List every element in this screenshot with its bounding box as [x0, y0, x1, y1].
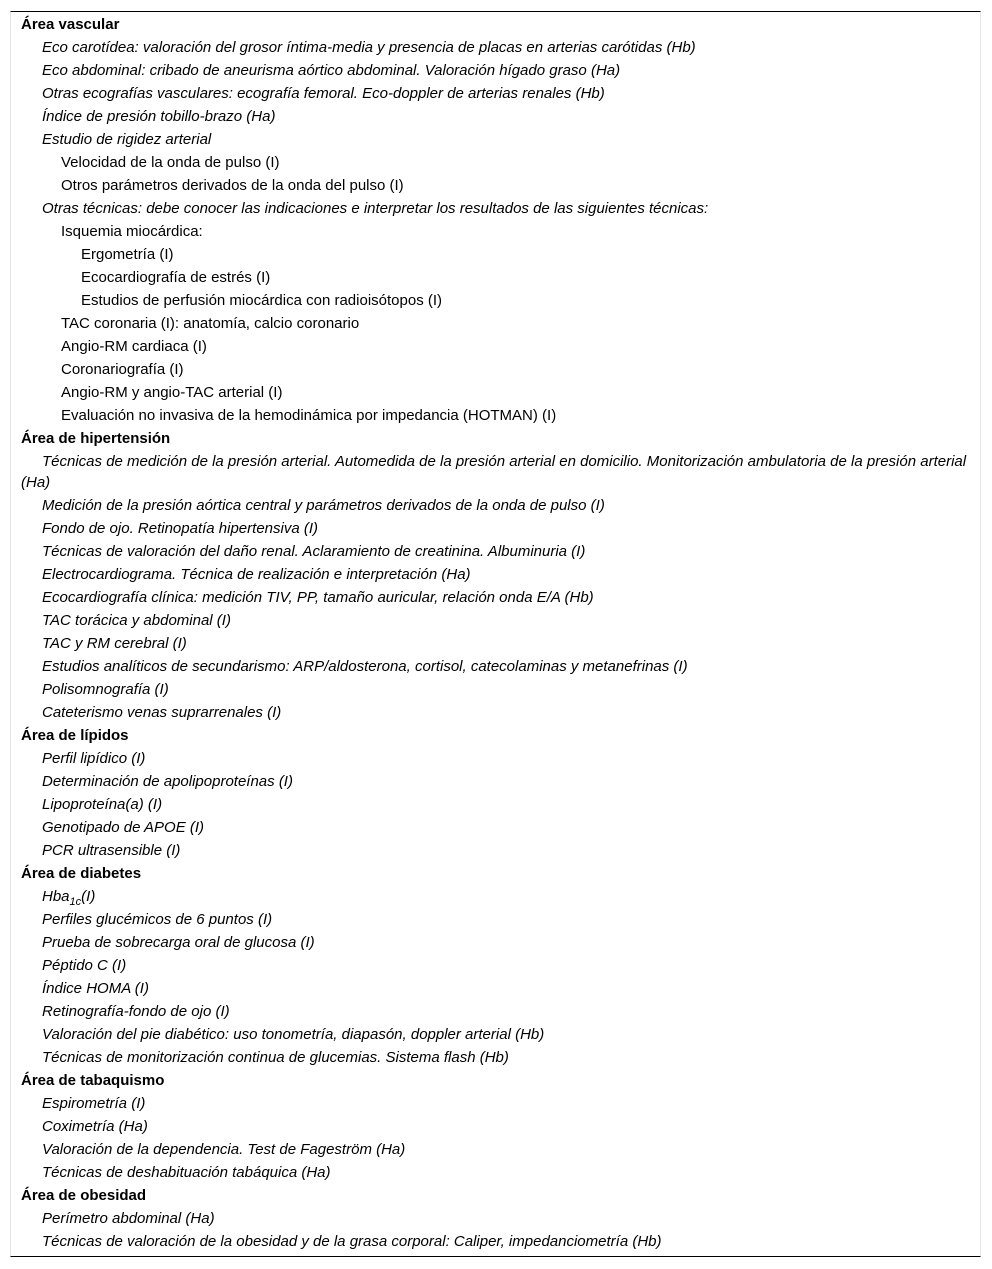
list-item: Técnicas de valoración de la obesidad y de la grasa corporal: Caliper, impedanciometría (Hb) — [42, 1233, 662, 1250]
list-item: Electrocardiograma. Técnica de realización e interpretación (Ha) — [42, 566, 471, 583]
list-item: Eco carotídea: valoración del grosor íntima-media y presencia de placas en arterias carótidas (Hb) — [42, 39, 696, 56]
list-item: Fondo de ojo. Retinopatía hipertensiva (I) — [42, 520, 318, 537]
list-subitem: TAC coronaria (I): anatomía, calcio coronario — [61, 315, 360, 332]
list-item: TAC torácica y abdominal (I) — [42, 612, 231, 629]
list-item: Péptido C (I) — [42, 957, 127, 974]
section-heading-tabaquismo: Área de tabaquismo — [21, 1072, 165, 1089]
list-item: Estudio de rigidez arterial — [42, 131, 212, 148]
list-subitem: Angio-RM y angio-TAC arterial (I) — [61, 384, 283, 401]
list-item: Técnicas de medición de la presión arterial. Automedida de la presión arterial en domicilio. Monitorización ambulatoria de la presión arterial (Ha) — [21, 453, 967, 491]
list-item: Técnicas de deshabituación tabáquica (Ha) — [42, 1164, 331, 1181]
list-item: Perímetro abdominal (Ha) — [42, 1210, 215, 1227]
hba-subscript: 1c — [69, 896, 82, 908]
list-item-hba1c — [21, 885, 971, 908]
list-subitem: Otros parámetros derivados de la onda del pulso (I) — [61, 177, 404, 194]
hba-suffix: (I) — [81, 888, 96, 905]
list-item: Perfiles glucémicos de 6 puntos (I) — [42, 911, 273, 928]
list-item: Otras técnicas: debe conocer las indicaciones e interpretar los resultados de las siguientes técnicas: — [42, 200, 709, 217]
list-item: Prueba de sobrecarga oral de glucosa (I) — [42, 934, 315, 951]
list-item: Coximetría (Ha) — [42, 1118, 148, 1135]
list-item: Técnicas de monitorización continua de glucemias. Sistema flash (Hb) — [42, 1049, 509, 1066]
section-heading-diabetes: Área de diabetes — [21, 865, 142, 882]
list-subitem: Velocidad de la onda de pulso (I) — [61, 154, 280, 171]
list-item: Valoración del pie diabético: uso tonometría, diapasón, doppler arterial (Hb) — [42, 1026, 545, 1043]
list-item: Lipoproteína(a) (I) — [42, 796, 163, 813]
list-item: Determinación de apolipoproteínas (I) — [42, 773, 293, 790]
list-item: PCR ultrasensible (I) — [42, 842, 181, 859]
list-subitem: Coronariografía (I) — [61, 361, 184, 378]
list-item: Ecocardiografía clínica: medición TIV, PP, tamaño auricular, relación onda E/A (Hb) — [42, 589, 594, 606]
list-item: Índice HOMA (I) — [42, 980, 149, 997]
list-item: Perfil lipídico (I) — [42, 750, 146, 767]
list-item: Valoración de la dependencia. Test de Fageström (Ha) — [42, 1141, 406, 1158]
list-item: Estudios analíticos de secundarismo: ARP/aldosterona, cortisol, catecolaminas y metanefrinas (I) — [42, 658, 688, 675]
list-item: Otras ecografías vasculares: ecografía femoral. Eco-doppler de arterias renales (Hb) — [42, 85, 605, 102]
list-subsubitem: Ergometría (I) — [81, 246, 174, 263]
list-item: Técnicas de valoración del daño renal. Aclaramiento de creatinina. Albuminuria (I) — [42, 543, 586, 560]
techniques-list — [21, 13, 971, 1253]
list-subitem: Isquemia miocárdica: — [61, 223, 203, 240]
section-heading-lipidos: Área de lípidos — [21, 727, 129, 744]
list-item: Índice de presión tobillo-brazo (Ha) — [42, 108, 276, 125]
list-subitem: Angio-RM cardiaca (I) — [61, 338, 207, 355]
list-subitem: Evaluación no invasiva de la hemodinámica por impedancia (HOTMAN) (I) — [61, 407, 557, 424]
section-heading-hipertension: Área de hipertensión — [21, 430, 171, 447]
list-item: Cateterismo venas suprarrenales (I) — [42, 704, 282, 721]
section-heading-obesidad: Área de obesidad — [21, 1187, 147, 1204]
list-item: Espirometría (I) — [42, 1095, 146, 1112]
list-subsubitem: Estudios de perfusión miocárdica con radioisótopos (I) — [81, 292, 443, 309]
hba-text: Hba — [42, 888, 70, 905]
list-item: Genotipado de APOE (I) — [42, 819, 205, 836]
list-item: Retinografía-fondo de ojo (I) — [42, 1003, 230, 1020]
list-item: TAC y RM cerebral (I) — [42, 635, 187, 652]
list-item: Polisomnografía (I) — [42, 681, 169, 698]
list-item: Eco abdominal: cribado de aneurisma aórtico abdominal. Valoración hígado graso (Ha) — [42, 62, 621, 79]
list-subsubitem: Ecocardiografía de estrés (I) — [81, 269, 271, 286]
list-item: Medición de la presión aórtica central y parámetros derivados de la onda de pulso (I) — [42, 497, 605, 514]
section-heading-vascular: Área vascular — [21, 16, 120, 33]
